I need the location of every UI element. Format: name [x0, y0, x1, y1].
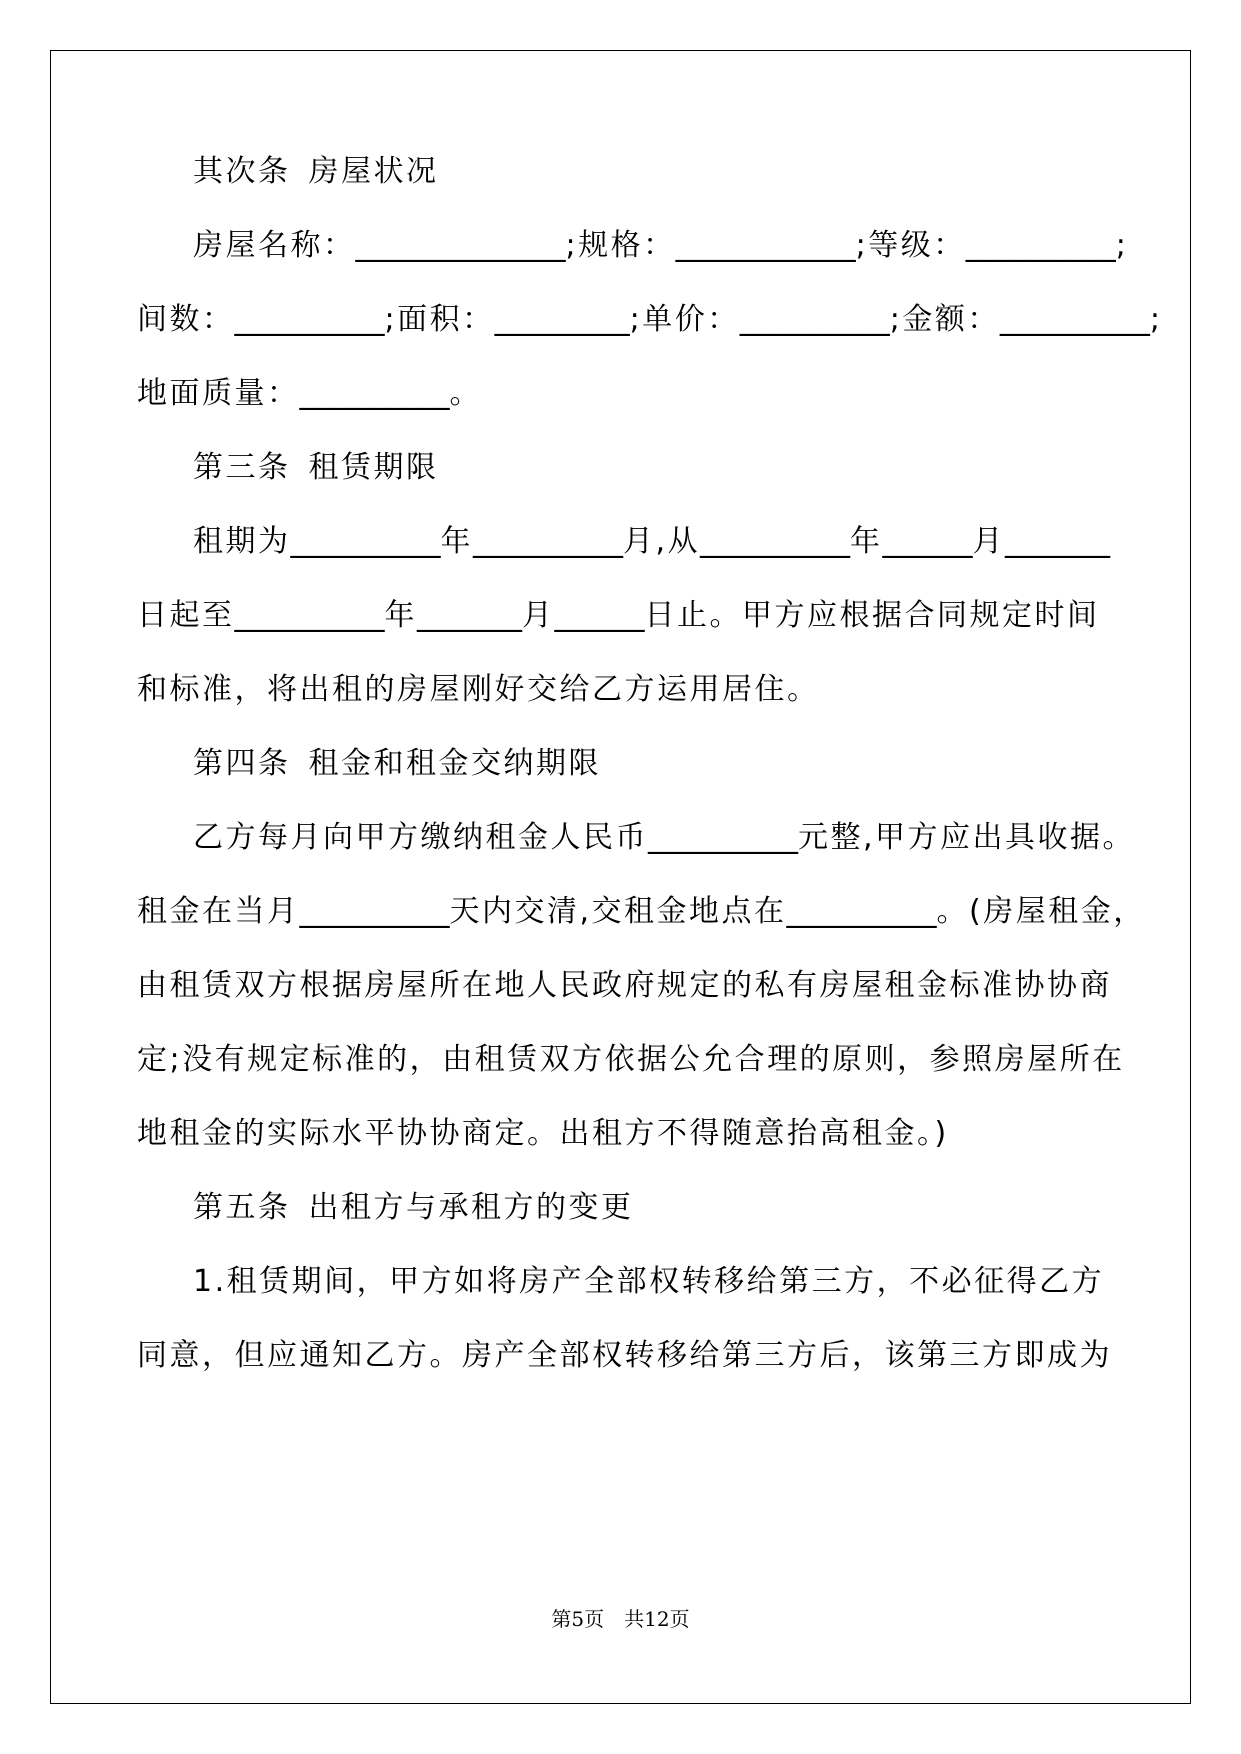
- field-label: ;单价：: [629, 302, 740, 337]
- blank-field: __________: [965, 228, 1116, 263]
- blank-field: ____________: [675, 228, 856, 263]
- paragraph-line: [193, 818, 1135, 858]
- blank-field: __________: [234, 598, 385, 633]
- paragraph-line: [137, 1040, 1125, 1080]
- text-run: 月: [522, 598, 555, 633]
- article-title: 租赁期限: [308, 450, 439, 485]
- article-title: 房屋状况: [308, 154, 439, 189]
- paragraph-line: [137, 374, 482, 414]
- text-run: 由租赁双方根据房屋所在地人民政府规定的私有房屋租金标准协协商: [137, 968, 1112, 1003]
- punctuation: 。: [449, 376, 482, 411]
- page-footer: [0, 1605, 1241, 1633]
- paragraph-line: [193, 522, 1110, 562]
- paragraph-line: [137, 596, 1100, 636]
- paragraph-line: [137, 1336, 1112, 1376]
- article-number: 第五条: [193, 1190, 291, 1225]
- text-run: 日起至: [137, 598, 235, 633]
- blank-field: __________: [299, 894, 450, 929]
- article-number: 第三条: [193, 450, 291, 485]
- field-label: 间数：: [137, 302, 235, 337]
- paragraph-line: [193, 226, 1128, 266]
- blank-field: __________: [234, 302, 385, 337]
- paragraph-line: [137, 1114, 949, 1154]
- blank-field: ______________: [355, 228, 566, 263]
- text-run: 年: [850, 524, 883, 559]
- blank-field: __________: [786, 894, 937, 929]
- punctuation: ;: [1115, 228, 1129, 263]
- section-heading-5: [193, 1188, 634, 1228]
- blank-field: _________: [494, 302, 630, 337]
- paragraph-line: [137, 300, 1162, 340]
- blank-field: __________: [999, 302, 1150, 337]
- paragraph-line: [137, 892, 1146, 932]
- blank-field: __________: [473, 524, 623, 559]
- section-heading-2: [193, 152, 439, 192]
- item-number: 1.: [193, 1264, 227, 1299]
- field-label: 房屋名称：: [193, 228, 356, 263]
- blank-field: __________: [290, 524, 441, 559]
- section-heading-4: [193, 744, 601, 784]
- text-run: 地租金的实际水平协协商定。出租方不得随意抬高租金。): [137, 1116, 949, 1151]
- field-label: ;规格：: [565, 228, 676, 263]
- text-run: 日止。甲方应根据合同规定时间: [644, 598, 1100, 633]
- text-run: 月: [972, 524, 1006, 559]
- field-label: ;金额：: [889, 302, 1000, 337]
- page-number: 第5页: [551, 1607, 605, 1631]
- blank-field: __________: [739, 302, 890, 337]
- page-total: 共12页: [624, 1607, 690, 1631]
- text-run: 租期为: [193, 524, 291, 559]
- field-label: ;等级：: [855, 228, 966, 263]
- text-run: 天内交清,交租金地点在: [449, 894, 787, 929]
- text-run: 年: [384, 598, 417, 633]
- text-run: 租赁期间，甲方如将房产全部权转移给第三方，不必征得乙方: [226, 1264, 1105, 1299]
- blank-field: ______: [554, 598, 645, 633]
- text-run: 。(房屋租金，: [936, 894, 1146, 929]
- text-run: 乙方每月向甲方缴纳租金人民币: [193, 820, 648, 855]
- field-label: 地面质量：: [137, 376, 300, 411]
- paragraph-line: [137, 966, 1112, 1006]
- field-label: ;面积：: [384, 302, 495, 337]
- punctuation: ;: [1149, 302, 1163, 337]
- paragraph-line: [137, 670, 820, 710]
- text-run: 定;没有规定标准的，由租赁双方依据公允合理的原则，参照房屋所在: [137, 1042, 1125, 1077]
- article-title: 租金和租金交纳期限: [308, 746, 601, 781]
- text-run: 同意，但应通知乙方。房产全部权转移给第三方后，该第三方即成为: [137, 1338, 1112, 1373]
- text-run: 元整,甲方应出具收据。: [798, 820, 1136, 855]
- blank-field: __________: [299, 376, 450, 411]
- paragraph-line: [193, 1262, 1104, 1302]
- article-title: 出租方与承租方的变更: [308, 1190, 634, 1225]
- text-run: 年: [440, 524, 473, 559]
- blank-field: ______: [882, 524, 973, 559]
- text-run: 月,从: [623, 524, 701, 559]
- article-number: 其次条: [193, 154, 291, 189]
- blank-field: __________: [700, 524, 851, 559]
- blank-field: _______: [417, 598, 522, 633]
- text-run: 租金在当月: [137, 894, 300, 929]
- text-run: 和标准，将出租的房屋刚好交给乙方运用居住。: [137, 672, 820, 707]
- blank-field: __________: [648, 820, 798, 855]
- section-heading-3: [193, 448, 439, 488]
- article-number: 第四条: [193, 746, 291, 781]
- blank-field: _______: [1005, 524, 1111, 559]
